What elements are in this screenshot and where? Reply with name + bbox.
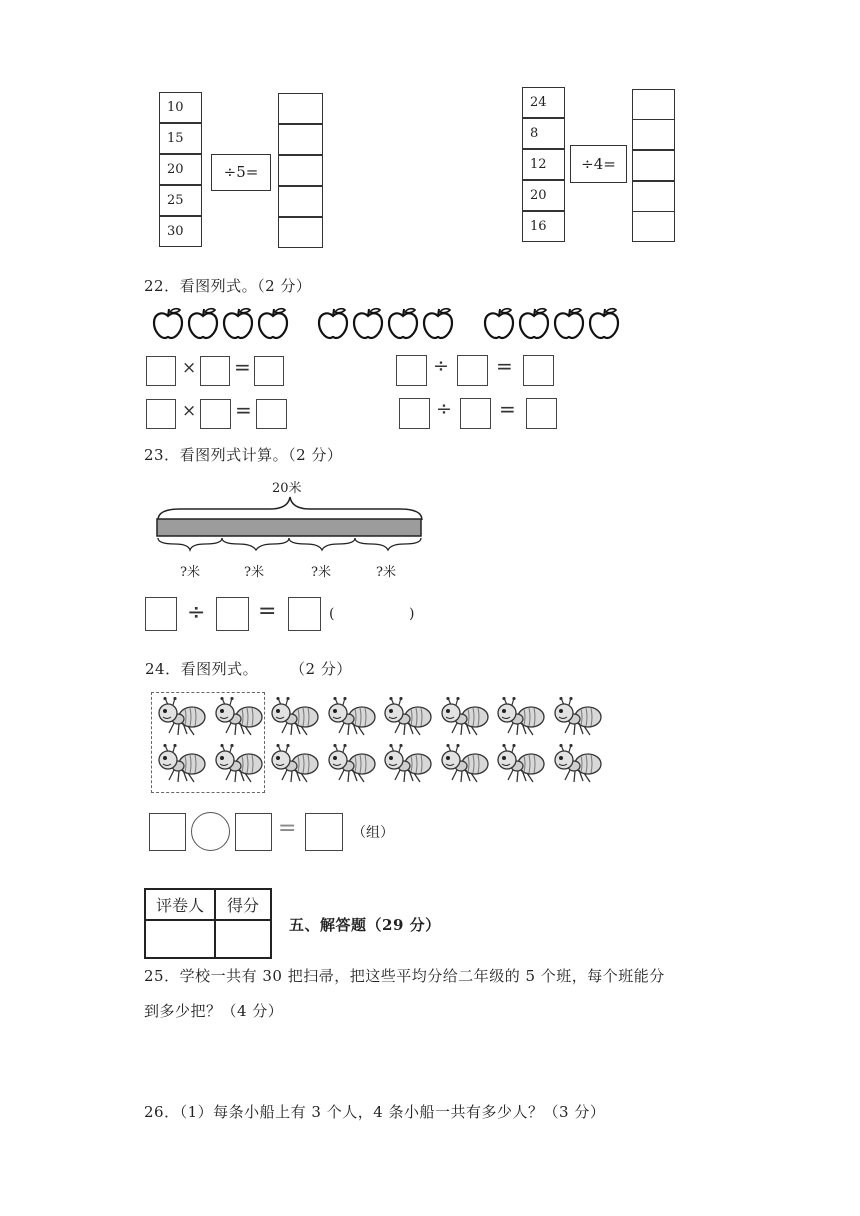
answer-box[interactable] <box>256 399 287 429</box>
number-cell: 30 <box>159 216 202 247</box>
apple-icon <box>552 306 586 340</box>
apple-icon <box>186 306 220 340</box>
part-label: ?米 <box>244 565 264 580</box>
question-23-title: 23．看图列式计算。（2 分） <box>144 446 343 464</box>
apple-icon <box>421 306 455 340</box>
ant-icon <box>550 697 602 741</box>
question-24-points: （2 分） <box>290 660 352 678</box>
ant-icon <box>154 697 206 741</box>
ant-icon <box>324 697 376 741</box>
section-5-title: 五、解答题（29 分） <box>289 916 441 934</box>
answer-box[interactable] <box>288 597 321 631</box>
total-length-label: 20米 <box>272 481 302 496</box>
ant-icon <box>493 697 545 741</box>
grader-cell[interactable] <box>145 920 215 958</box>
apple-icon <box>386 306 420 340</box>
answer-box[interactable] <box>149 813 186 851</box>
ant-icon <box>380 697 432 741</box>
part-label: ?米 <box>180 565 200 580</box>
answer-box[interactable] <box>200 399 231 429</box>
answer-cell[interactable] <box>278 186 323 217</box>
answer-box[interactable] <box>200 356 230 386</box>
answer-box[interactable] <box>235 813 272 851</box>
ant-icon <box>380 744 432 788</box>
equals-sign: = <box>258 599 277 624</box>
question-22-title: 22．看图列式。（2 分） <box>144 277 312 295</box>
ant-icon <box>211 744 263 788</box>
apple-icon <box>517 306 551 340</box>
number-cell: 16 <box>522 211 565 242</box>
answer-cell[interactable] <box>632 150 675 181</box>
divide-sign: ÷ <box>433 355 449 377</box>
answer-cell[interactable] <box>632 119 675 150</box>
answer-box[interactable] <box>254 356 284 386</box>
answer-box[interactable] <box>523 355 554 386</box>
answer-box[interactable] <box>399 398 430 429</box>
operator-circle[interactable] <box>191 812 230 851</box>
answer-box[interactable] <box>460 398 491 429</box>
question-25-line-1: 25．学校一共有 30 把扫帚，把这些平均分给二年级的 5 个班，每个班能分 <box>144 967 665 985</box>
answer-cell[interactable] <box>632 181 675 212</box>
times-sign: × <box>182 401 197 421</box>
part-label: ?米 <box>311 565 331 580</box>
question-24-label: 24．看图列式。 <box>145 660 259 678</box>
question-26-text: 26．（1）每条小船上有 3 个人，4 条小船一共有多少人？（3 分） <box>144 1103 606 1121</box>
answer-box[interactable] <box>216 597 249 631</box>
score-cell[interactable] <box>215 920 271 958</box>
number-cell: 10 <box>159 92 202 123</box>
answer-box[interactable] <box>396 355 427 386</box>
apple-icon <box>151 306 185 340</box>
ant-icon <box>154 744 206 788</box>
times-sign: × <box>182 358 197 378</box>
score-header: 得分 <box>215 889 271 920</box>
score-table <box>144 888 272 959</box>
ant-icon <box>211 697 263 741</box>
ant-icon <box>437 744 489 788</box>
ant-icon <box>267 697 319 741</box>
answer-cell[interactable] <box>632 211 675 242</box>
paren-close: ) <box>409 606 415 622</box>
ant-icon <box>493 744 545 788</box>
answer-box[interactable] <box>305 813 343 851</box>
apple-icon <box>221 306 255 340</box>
part-label: ?米 <box>376 565 396 580</box>
answer-cell[interactable] <box>278 155 323 186</box>
divide-sign: ÷ <box>187 600 206 625</box>
equals-sign: = <box>234 355 251 379</box>
paren-open: ( <box>329 606 335 622</box>
apple-icon <box>316 306 350 340</box>
operator-box: ÷5= <box>211 154 271 191</box>
number-cell: 24 <box>522 87 565 118</box>
apple-icon <box>256 306 290 340</box>
answer-cell[interactable] <box>278 217 323 248</box>
answer-cell[interactable] <box>632 89 675 120</box>
answer-box[interactable] <box>457 355 488 386</box>
equals-sign: = <box>235 398 252 422</box>
apple-icon <box>587 306 621 340</box>
answer-box[interactable] <box>526 398 557 429</box>
answer-box[interactable] <box>146 356 176 386</box>
number-cell: 25 <box>159 185 202 216</box>
question-25-line-2: 到多少把？（4 分） <box>144 1002 284 1020</box>
number-cell: 12 <box>522 149 565 180</box>
answer-cell[interactable] <box>278 124 323 155</box>
equals-sign: = <box>278 816 297 841</box>
number-cell: 15 <box>159 123 202 154</box>
apple-icon <box>351 306 385 340</box>
answer-box[interactable] <box>146 399 176 429</box>
ant-icon <box>267 744 319 788</box>
grader-header: 评卷人 <box>145 889 215 920</box>
number-cell: 20 <box>522 180 565 211</box>
number-cell: 20 <box>159 154 202 185</box>
answer-box[interactable] <box>145 597 177 631</box>
divide-sign: ÷ <box>436 398 452 420</box>
unit-label: （组） <box>352 825 394 841</box>
ant-icon <box>550 744 602 788</box>
apple-icon <box>482 306 516 340</box>
answer-cell[interactable] <box>278 93 323 124</box>
equals-sign: = <box>496 354 513 378</box>
ant-icon <box>324 744 376 788</box>
equals-sign: = <box>499 397 516 421</box>
operator-box: ÷4= <box>570 145 627 183</box>
ant-icon <box>437 697 489 741</box>
number-cell: 8 <box>522 118 565 149</box>
